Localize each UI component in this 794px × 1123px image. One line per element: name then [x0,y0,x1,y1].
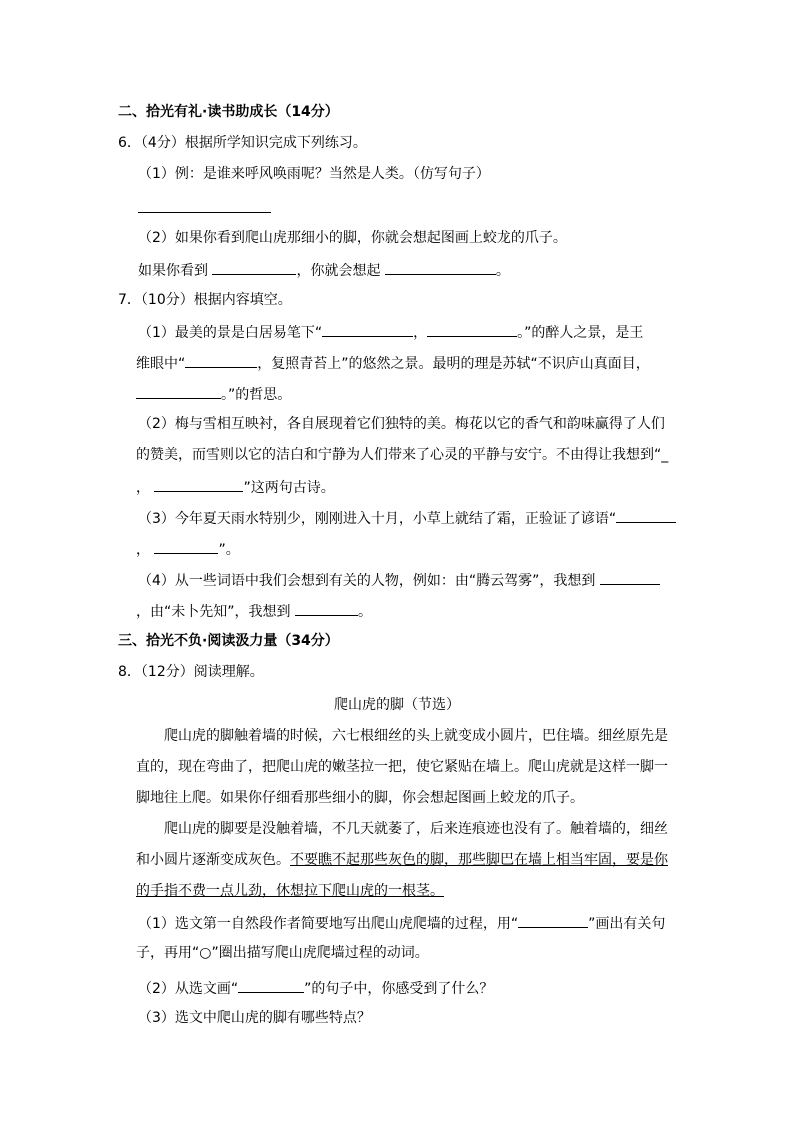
text: 。”的醉人之景，是王 [517,325,644,341]
q6-part2-line [138,260,510,278]
text: ，你就会想起 [296,263,381,279]
answer-blank[interactable] [238,978,304,993]
text: ，复照青苔上”的悠然之景。最明的理是苏轼“不识庐山真面目， [257,356,650,372]
question-7-stem: 7．（10分）根据内容填空。 [118,292,292,308]
text: （3）选文中爬山虎的脚有哪些特点？ [138,1010,371,1026]
answer-blank[interactable] [136,384,221,399]
underlined-sentence: 的手指不费一点儿劲，休想拉下爬山虎的一根茎。 [136,883,444,899]
text: （2）梅与雪相互映衬，各自展现着它们独特的美。梅花以它的香气和韵味赢得了人们 [138,416,665,432]
answer-blank[interactable] [138,198,271,213]
text: （1）最美的景是白居易笔下“ [138,325,323,341]
text: ”的句子中，你感受到了什么？ [304,981,494,997]
text: ， [136,480,150,496]
answer-blank[interactable] [518,913,588,928]
text: 。 [357,604,372,620]
text: ， [136,542,150,558]
text: ”这两句古诗。 [243,480,335,496]
text: 维眼中“ [136,356,186,372]
text: 。”的哲思。 [221,387,292,403]
text: ”。 [218,542,240,558]
text: 子，再用“○”圈出描写爬山虎爬墙过程的动词。 [136,945,429,961]
q6-part1: （1）例：是谁来呼风唤雨呢？当然是人类。（仿写句子） [138,166,490,182]
text: ， [413,325,428,341]
section-2-heading: 二、拾光有礼·读书助成长（14分） [118,104,339,120]
text: （1）选文第一自然段作者简要地写出爬山虎爬墙的过程，用“ [138,916,519,932]
text: 。 [495,263,510,279]
question-6-stem: 6．（4分）根据所学知识完成下列练习。 [118,135,367,151]
text: 如果你看到 [138,263,208,279]
passage-title: 爬山虎的脚（节选） [334,697,460,713]
answer-blank[interactable] [212,260,296,275]
answer-blank[interactable] [322,322,413,337]
text: （2）从选文画“ [138,981,239,997]
answer-blank[interactable] [295,601,358,616]
text: 的赞美，而雪则以它的洁白和宁静为人们带来了心灵的平静与安宁。不由得让我想到“_ [136,447,669,463]
answer-blank[interactable] [185,353,257,368]
text: ”画出有关句 [588,916,666,932]
passage-text: 和小圆片逐渐变成灰色。 [136,852,290,868]
passage-text: 直的，现在弯曲了，把爬山虎的嫩茎拉一把，使它紧贴在墙上。爬山虎就是这样一脚一 [136,759,668,775]
answer-blank[interactable] [427,322,517,337]
answer-blank[interactable] [154,477,243,492]
q6-part2: （2）如果你看到爬山虎那细小的脚，你就会想起图画上蛟龙的爪子。 [138,230,567,246]
text: （3）今年夏天雨水特别少，刚刚进入十月，小草上就结了霜，正验证了谚语“ [138,511,617,527]
answer-blank[interactable] [600,570,660,585]
underlined-sentence: 不要瞧不起那些灰色的脚，那些脚巴在墙上相当牢固，要是你 [290,852,668,868]
passage-text: 爬山虎的脚触着墙的时候，六七根细丝的头上就变成小圆片，巴住墙。细丝原先是 [164,728,668,744]
answer-blank[interactable] [385,260,496,275]
answer-blank[interactable] [154,539,218,554]
passage-text: 脚地往上爬。如果你仔细看那些细小的脚，你会想起图画上蛟龙的爪子。 [136,790,584,806]
text: ，由“未卜先知”，我想到 [136,604,291,620]
question-8-stem: 8．（12分）阅读理解。 [118,664,264,680]
text: （4）从一些词语中我们会想到有关的人物，例如：由“腾云驾雾”，我想到 [138,573,596,589]
answer-blank[interactable] [616,508,676,523]
passage-text: 爬山虎的脚要是没触着墙，不几天就萎了，后来连痕迹也没有了。触着墙的，细丝 [164,821,668,837]
section-3-heading: 三、拾光不负·阅读汲力量（34分） [118,633,339,649]
